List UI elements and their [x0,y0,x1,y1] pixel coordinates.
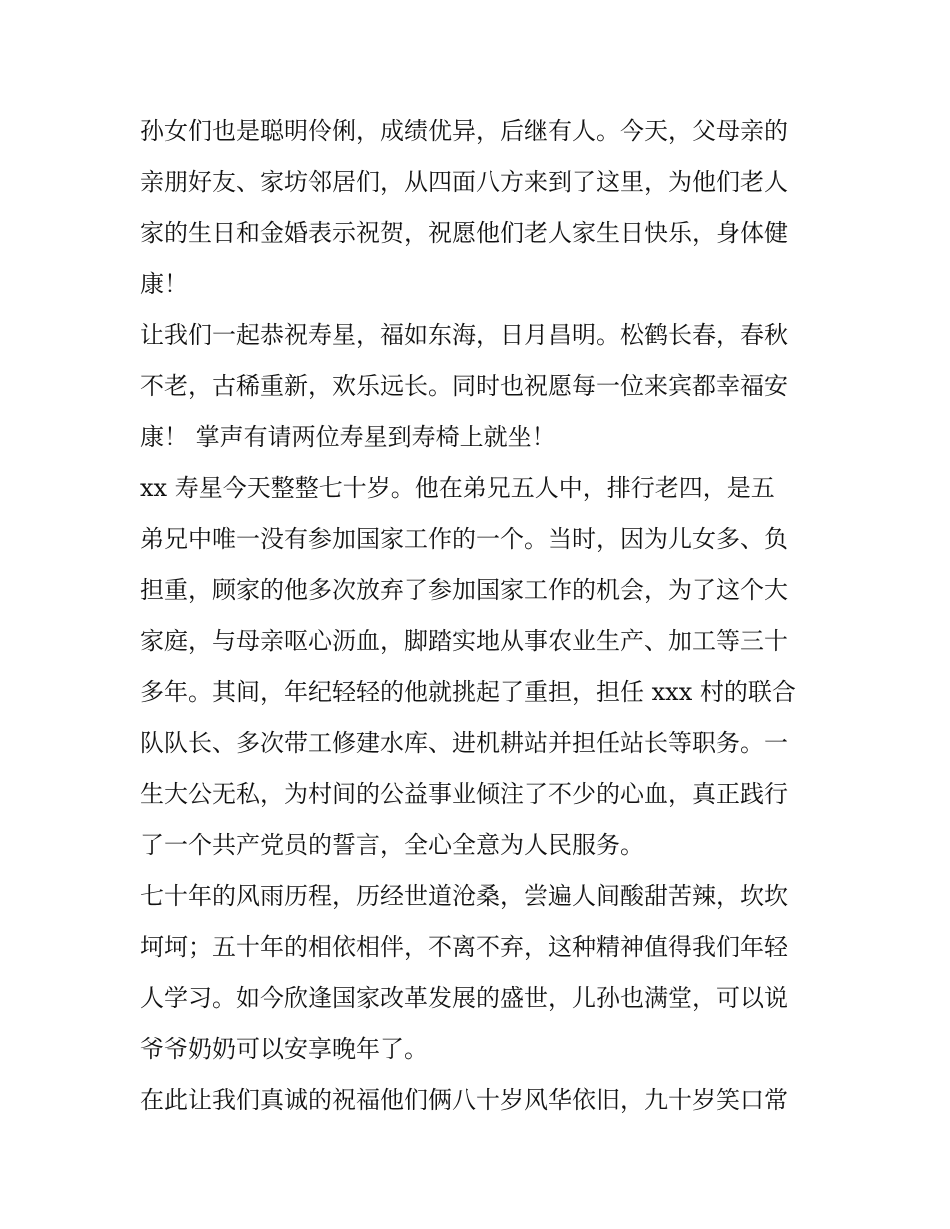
text-line: 了一个共产党员的誓言，全心全意为人民服务。 [140,831,644,859]
paragraph [140,1075,820,1126]
text-line: 家的生日和金婚表示祝贺，祝愿他们老人家生日快乐，身体健 [140,219,788,247]
text-line: xx 寿星今天整整七十岁。他在弟兄五人中，排行老四，是五 [140,474,775,502]
text-line: 人学习。如今欣逢国家改革发展的盛世，儿孙也满堂，可以说 [140,984,788,1012]
paragraph [140,871,820,1075]
text-line: 担重，顾家的他多次放弃了参加国家工作的机会，为了这个大 [140,576,788,604]
document-body [140,106,820,1126]
text-line: 七十年的风雨历程，历经世道沧桑，尝遍人间酸甜苦辣，坎坎 [140,882,788,910]
paragraph [140,463,820,871]
text-line: 家庭，与母亲呕心沥血，脚踏实地从事农业生产、加工等三十 [140,627,788,655]
text-line: 生大公无私，为村间的公益事业倾注了不少的心血，真正践行 [140,780,788,808]
text-line: 康！ [140,270,188,298]
text-line: 队队长、多次带工修建水库、进机耕站并担任站长等职务。一 [140,729,788,757]
text-line: 坷坷；五十年的相依相伴，不离不弃，这种精神值得我们年轻 [140,933,788,961]
text-line: 不老，古稀重新，欢乐远长。同时也祝愿每一位来宾都幸福安 [140,372,788,400]
text-line: 在此让我们真诚的祝福他们俩八十岁风华依旧，九十岁笑口常 [140,1086,788,1114]
text-line: 爷爷奶奶可以安享晚年了。 [140,1035,428,1063]
text-line: 孙女们也是聪明伶俐，成绩优异，后继有人。今天，父母亲的 [140,117,788,145]
text-line: 康！ 掌声有请两位寿星到寿椅上就坐！ [140,423,556,451]
paragraph [140,106,820,310]
text-line: 亲朋好友、家坊邻居们，从四面八方来到了这里，为他们老人 [140,168,788,196]
text-line: 弟兄中唯一没有参加国家工作的一个。当时，因为儿女多、负 [140,525,788,553]
text-line: 多年。其间，年纪轻轻的他就挑起了重担，担任 xxx 村的联合 [140,678,796,706]
paragraph [140,310,820,463]
text-line: 让我们一起恭祝寿星，福如东海，日月昌明。松鹤长春，春秋 [140,321,788,349]
